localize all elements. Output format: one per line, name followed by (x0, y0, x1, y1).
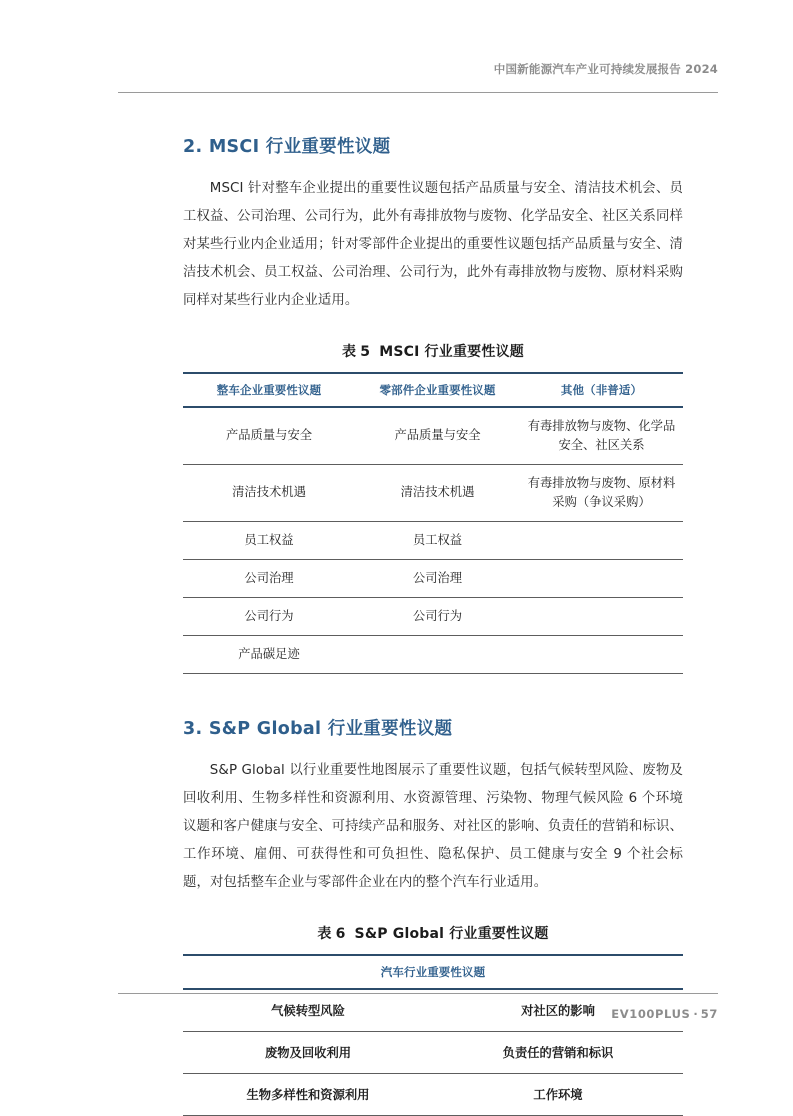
table-row (183, 1031, 683, 1073)
table5-cell-4-1: 公司行为 (355, 597, 520, 635)
table6-caption (183, 923, 683, 943)
table5-cell-2-0: 员工权益 (183, 521, 355, 559)
table5-block (183, 341, 683, 674)
table5-cell-5-2 (520, 635, 683, 673)
table6-cell-2-0: 生物多样性和资源利用 (183, 1073, 433, 1115)
section-heading-msci: 2. MSCI 行业重要性议题 (183, 137, 391, 157)
table6-col-header-span: 汽车行业重要性议题 (183, 955, 683, 989)
table-row (183, 635, 683, 673)
table6-header-row (183, 955, 683, 989)
table5-cell-2-2 (520, 521, 683, 559)
table-row (183, 407, 683, 465)
footer-divider (118, 993, 718, 994)
table6-caption-title: S&P Global 行业重要性议题 (354, 925, 549, 942)
table5-caption-number: 5 (360, 343, 371, 360)
table6-cell-1-0: 废物及回收利用 (183, 1031, 433, 1073)
running-header-title: 中国新能源汽车产业可持续发展报告 2024 (493, 62, 718, 76)
table-row (183, 559, 683, 597)
table5-col-header-2: 其他（非普适） (520, 373, 683, 407)
table6-caption-number: 6 (335, 925, 346, 942)
table5-caption-label: 表 (342, 343, 357, 360)
table5-cell-0-2: 有毒排放物与废物、化学品安全、社区关系 (520, 407, 683, 465)
section-paragraph-msci: MSCI 针对整车企业提出的重要性议题包括产品质量与安全、清洁技术机会、员工权益、公司治理、公司行为，此外有毒排放物与废物、化学品安全、社区关系同样对某些行业内企业适用；针对零部件企业提出的重要性议题包括产品质量与安全、清洁技术机会、员工权益、公司治理、公司行为，此外有毒排放物与废物、原材料采购同样对某些行业内企业适用。 (183, 180, 683, 308)
table5-cell-0-1: 产品质量与安全 (355, 407, 520, 465)
table6-caption-label: 表 (317, 925, 332, 942)
table5-cell-4-0: 公司行为 (183, 597, 355, 635)
footer-separator: · (693, 1007, 698, 1021)
table5-col-header-0: 整车企业重要性议题 (183, 373, 355, 407)
page-number: 57 (700, 1007, 718, 1021)
page-content (183, 118, 683, 1116)
table5-cell-4-2 (520, 597, 683, 635)
table5-cell-2-1: 员工权益 (355, 521, 520, 559)
table6-cell-1-1: 负责任的营销和标识 (433, 1031, 683, 1073)
table6-cell-0-0: 气候转型风险 (183, 989, 433, 1032)
table6 (183, 954, 683, 1116)
running-header (118, 60, 718, 78)
table5-cell-3-2 (520, 559, 683, 597)
table5-cell-3-1: 公司治理 (355, 559, 520, 597)
table5-cell-5-0: 产品碳足迹 (183, 635, 355, 673)
table5-cell-1-0: 清洁技术机遇 (183, 464, 355, 521)
table5-cell-3-0: 公司治理 (183, 559, 355, 597)
table5-cell-5-1 (355, 635, 520, 673)
header-divider (118, 92, 718, 93)
table-row (183, 464, 683, 521)
table5-cell-0-0: 产品质量与安全 (183, 407, 355, 465)
running-footer (118, 1005, 718, 1023)
table6-cell-2-1: 工作环境 (433, 1073, 683, 1115)
section-paragraph-sp-global: S&P Global 以行业重要性地图展示了重要性议题，包括气候转型风险、废物及回收利用、生物多样性和资源利用、水资源管理、污染物、物理气候风险 6 个环境议题和客户健康与安全、可持续产品和服务、对社区的影响、负责任的营销和标识、工作环境、雇佣、可获得性和可负担性、隐私保护、员工健康与安全 9 个社会标题，对包括整车企业与零部件企业在内的整个汽车行业适用。 (183, 762, 683, 890)
table-row (183, 1073, 683, 1115)
table6-cell-0-1: 对社区的影响 (433, 989, 683, 1032)
table5 (183, 372, 683, 674)
section-heading-sp-global: 3. S&P Global 行业重要性议题 (183, 718, 453, 739)
footer-brand: EV100PLUS (611, 1007, 691, 1021)
table5-col-header-1: 零部件企业重要性议题 (355, 373, 520, 407)
table5-cell-1-1: 清洁技术机遇 (355, 464, 520, 521)
table5-cell-1-2: 有毒排放物与废物、原材料采购（争议采购） (520, 464, 683, 521)
table5-header-row (183, 373, 683, 407)
table5-caption-title: MSCI 行业重要性议题 (379, 343, 524, 360)
table-row (183, 521, 683, 559)
table-row (183, 597, 683, 635)
table5-caption (183, 341, 683, 361)
